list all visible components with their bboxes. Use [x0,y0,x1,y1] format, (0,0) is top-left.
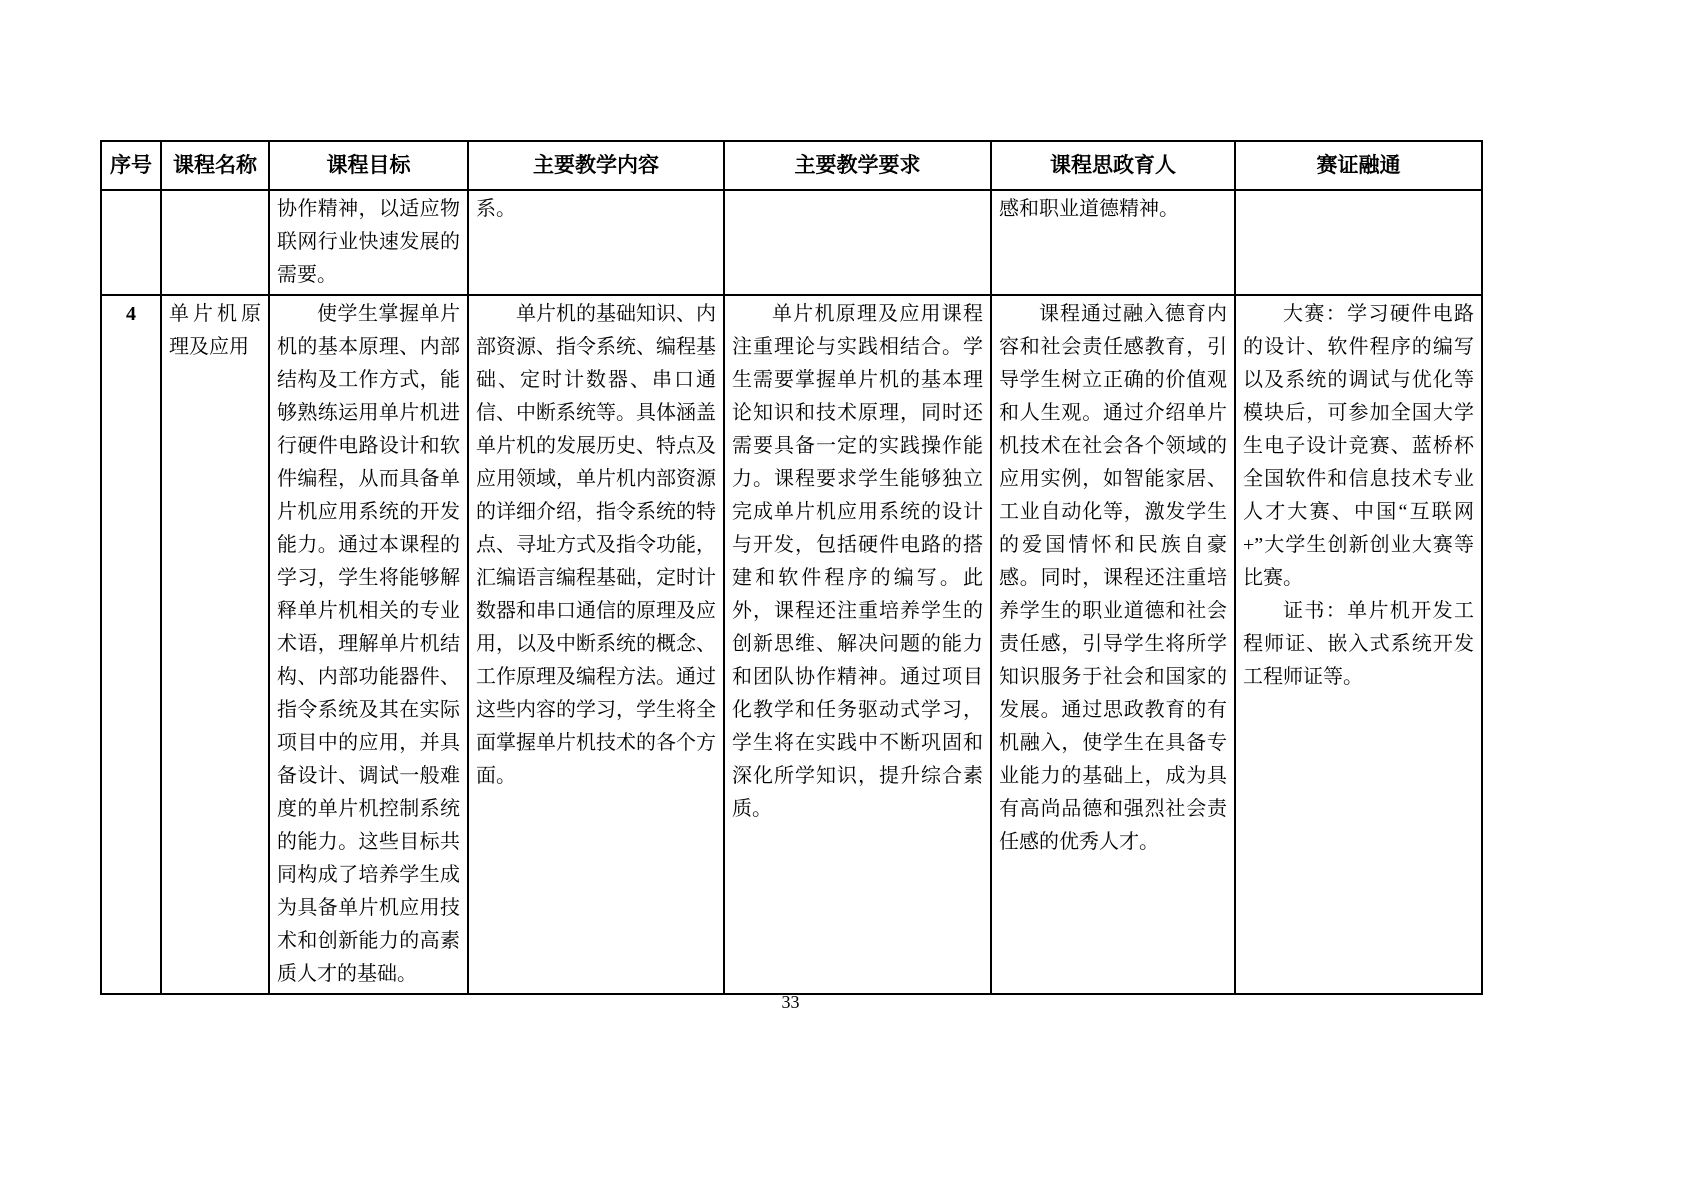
course-table [100,140,1483,995]
header-objectives: 课程目标 [269,141,468,190]
continuation-ideology-text: 感和职业道德精神。 [999,198,1179,220]
course-index-cell: 4 [101,295,161,994]
continuation-row [101,190,1482,295]
empty-cell [724,190,991,295]
course-name-cell [161,295,269,994]
course-ideology-text: 课程通过融入德育内容和社会责任感教育，引导学生树立正确的价值观和人生观。通过介绍单片机技术在社会各个领域的应用实例，如智能家居、工业自动化等，激发学生的爱国情怀和民族自豪感。同时，课程还注重培养学生的职业道德和社会责任感，引导学生将所学知识服务于社会和国家的发展。通过思政教育的有机融入，使学生在具备专业能力的基础上，成为具有高尚品德和强烈社会责任感的优秀人才。 [999,303,1227,853]
header-index: 序号 [101,141,161,190]
course-competition-cell [1235,295,1482,994]
header-ideology: 课程思政育人 [991,141,1235,190]
table-header-row [101,141,1482,190]
course-content-cell [468,295,724,994]
course-row [101,295,1482,994]
continuation-ideology-cell [991,190,1235,295]
course-competition-text: 大赛：学习硬件电路的设计、软件程序的编写以及系统的调试与优化等模块后，可参加全国大学生电子设计竞赛、蓝桥杯全国软件和信息技术专业人才大赛、中国“互联网+”大学生创新创业大赛等比赛。 [1243,303,1474,589]
header-competition: 赛证融通 [1235,141,1482,190]
header-requirements: 主要教学要求 [724,141,991,190]
course-name-text: 单片机原理及应用 [169,303,261,358]
continuation-content-cell [468,190,724,295]
header-content: 主要教学内容 [468,141,724,190]
page-number: 33 [781,992,800,1012]
continuation-content-text: 系。 [476,198,516,220]
course-requirements-cell [724,295,991,994]
empty-cell [1235,190,1482,295]
continuation-objectives-text: 协作精神，以适应物联网行业快速发展的需要。 [277,198,460,286]
course-objectives-text: 使学生掌握单片机的基本原理、内部结构及工作方式，能够熟练运用单片机进行硬件电路设计和软件编程，从而具备单片机应用系统的开发能力。通过本课程的学习，学生将能够解释单片机相关的专业术语，理解单片机结构、内部功能器件、指令系统及其在实际项目中的应用，并具备设计、调试一般难度的单片机控制系统的能力。这些目标共同构成了培养学生成为具备单片机应用技术和创新能力的高素质人才的基础。 [277,303,460,985]
course-requirements-text: 单片机原理及应用课程注重理论与实践相结合。学生需要掌握单片机的基本理论知识和技术原理，同时还需要具备一定的实践操作能力。课程要求学生能够独立完成单片机应用系统的设计与开发，包括硬件电路的搭建和软件程序的编写。此外，课程还注重培养学生的创新思维、解决问题的能力和团队协作精神。通过项目化教学和任务驱动式学习，学生将在实践中不断巩固和深化所学知识，提升综合素质。 [732,303,983,820]
course-ideology-cell [991,295,1235,994]
course-objectives-cell [269,295,468,994]
empty-cell [101,190,161,295]
continuation-objectives-cell [269,190,468,295]
header-course-name: 课程名称 [161,141,269,190]
empty-cell [161,190,269,295]
course-certificate-text: 证书：单片机开发工程师证、嵌入式系统开发工程师证等。 [1243,600,1474,688]
course-content-text: 单片机的基础知识、内部资源、指令系统、编程基础、定时计数器、串口通信、中断系统等。具体涵盖单片机的发展历史、特点及应用领域，单片机内部资源的详细介绍，指令系统的特点、寻址方式及指令功能，汇编语言编程基础，定时计数器和串口通信的原理及应用，以及中断系统的概念、工作原理及编程方法。通过这些内容的学习，学生将全面掌握单片机技术的各个方面。 [476,303,716,787]
